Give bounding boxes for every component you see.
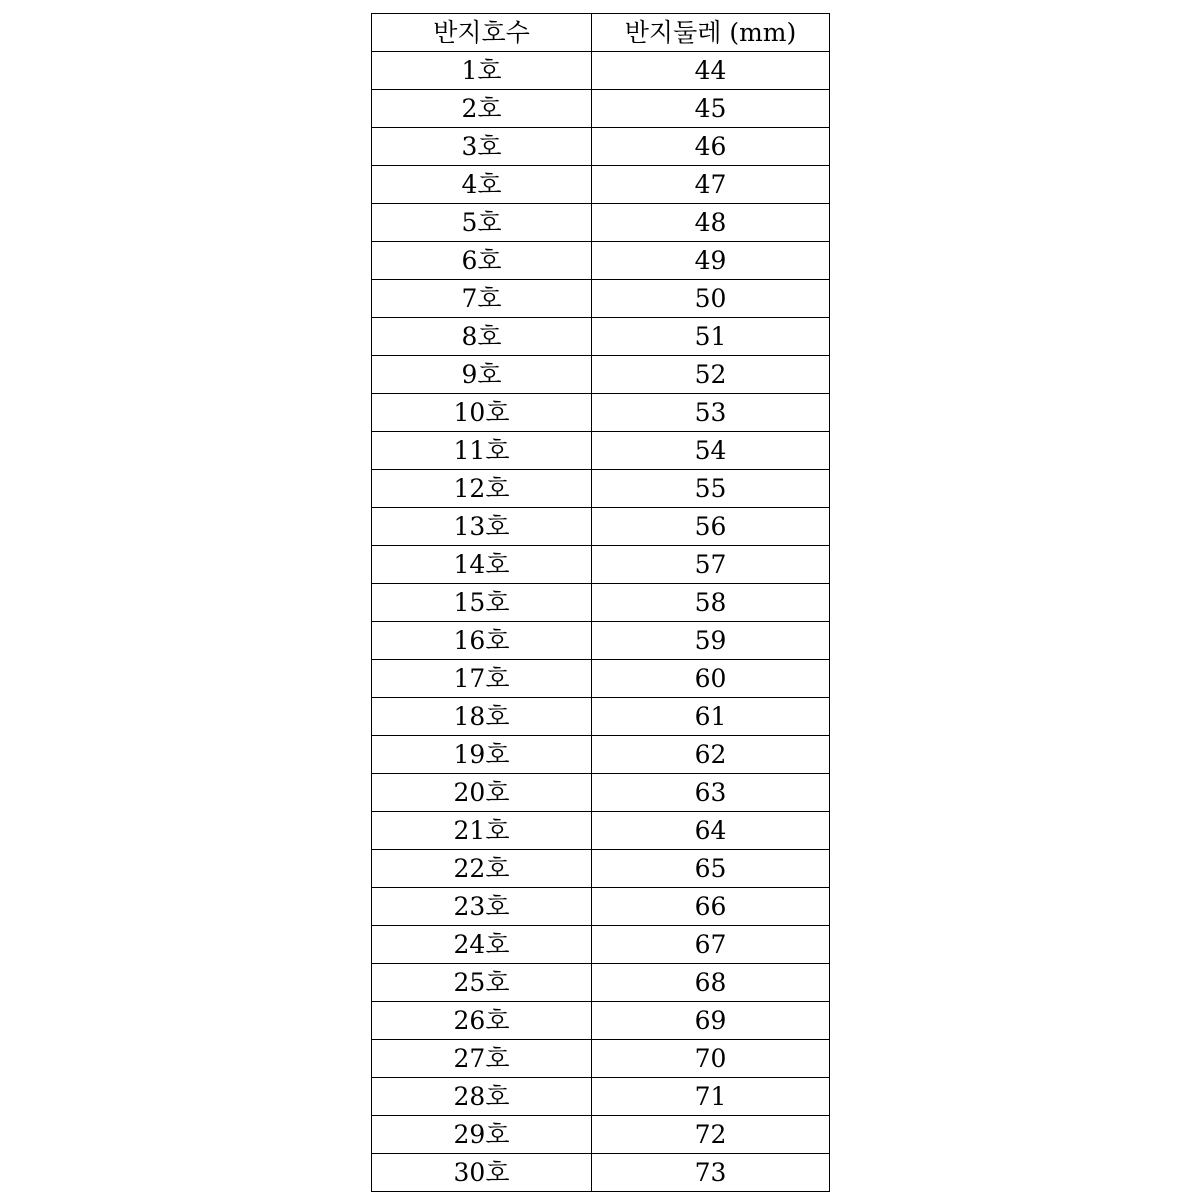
ring-size-cell: 21호: [372, 812, 592, 850]
circumference-cell: 66: [592, 888, 830, 926]
table-row: [372, 166, 830, 204]
circumference-cell: 46: [592, 128, 830, 166]
circumference-cell: 69: [592, 1002, 830, 1040]
table-row: [372, 52, 830, 90]
table-row: [372, 774, 830, 812]
circumference-cell: 44: [592, 52, 830, 90]
circumference-cell: 68: [592, 964, 830, 1002]
ring-size-cell: 10호: [372, 394, 592, 432]
table-row: [372, 1002, 830, 1040]
table-row: [372, 850, 830, 888]
table-row: [372, 394, 830, 432]
ring-size-cell: 4호: [372, 166, 592, 204]
circumference-cell: 48: [592, 204, 830, 242]
table-row: [372, 584, 830, 622]
header-ring-size: 반지호수: [372, 14, 592, 52]
table-row: [372, 318, 830, 356]
circumference-cell: 67: [592, 926, 830, 964]
ring-size-cell: 27호: [372, 1040, 592, 1078]
ring-size-cell: 16호: [372, 622, 592, 660]
table-row: [372, 508, 830, 546]
ring-size-cell: 28호: [372, 1078, 592, 1116]
table-body: [372, 52, 830, 1192]
circumference-cell: 63: [592, 774, 830, 812]
table-row: [372, 812, 830, 850]
circumference-cell: 70: [592, 1040, 830, 1078]
ring-size-cell: 7호: [372, 280, 592, 318]
circumference-cell: 47: [592, 166, 830, 204]
table-row: [372, 660, 830, 698]
ring-size-cell: 8호: [372, 318, 592, 356]
circumference-cell: 52: [592, 356, 830, 394]
circumference-cell: 62: [592, 736, 830, 774]
ring-size-cell: 2호: [372, 90, 592, 128]
ring-size-cell: 1호: [372, 52, 592, 90]
table-row: [372, 1154, 830, 1192]
circumference-cell: 72: [592, 1116, 830, 1154]
circumference-cell: 58: [592, 584, 830, 622]
circumference-cell: 59: [592, 622, 830, 660]
circumference-cell: 50: [592, 280, 830, 318]
circumference-cell: 51: [592, 318, 830, 356]
ring-size-cell: 24호: [372, 926, 592, 964]
circumference-cell: 60: [592, 660, 830, 698]
table-row: [372, 1078, 830, 1116]
ring-size-cell: 22호: [372, 850, 592, 888]
table-row: [372, 128, 830, 166]
circumference-cell: 45: [592, 90, 830, 128]
ring-size-cell: 25호: [372, 964, 592, 1002]
table-row: [372, 698, 830, 736]
circumference-cell: 64: [592, 812, 830, 850]
circumference-cell: 61: [592, 698, 830, 736]
ring-size-cell: 9호: [372, 356, 592, 394]
table-row: [372, 432, 830, 470]
table-row: [372, 888, 830, 926]
circumference-cell: 53: [592, 394, 830, 432]
ring-size-cell: 23호: [372, 888, 592, 926]
circumference-cell: 57: [592, 546, 830, 584]
table-row: [372, 1040, 830, 1078]
table-row: [372, 546, 830, 584]
table-row: [372, 736, 830, 774]
ring-size-cell: 20호: [372, 774, 592, 812]
ring-size-table: [371, 13, 830, 1192]
ring-size-cell: 11호: [372, 432, 592, 470]
ring-size-cell: 6호: [372, 242, 592, 280]
header-ring-circumference: 반지둘레 (mm): [592, 14, 830, 52]
circumference-cell: 65: [592, 850, 830, 888]
circumference-cell: 55: [592, 470, 830, 508]
ring-size-cell: 18호: [372, 698, 592, 736]
table-row: [372, 964, 830, 1002]
ring-size-cell: 13호: [372, 508, 592, 546]
table-row: [372, 242, 830, 280]
table-row: [372, 204, 830, 242]
ring-size-cell: 17호: [372, 660, 592, 698]
ring-size-cell: 30호: [372, 1154, 592, 1192]
ring-size-cell: 26호: [372, 1002, 592, 1040]
ring-size-cell: 29호: [372, 1116, 592, 1154]
ring-size-cell: 3호: [372, 128, 592, 166]
ring-size-cell: 19호: [372, 736, 592, 774]
circumference-cell: 73: [592, 1154, 830, 1192]
table-row: [372, 90, 830, 128]
circumference-cell: 49: [592, 242, 830, 280]
ring-size-cell: 12호: [372, 470, 592, 508]
circumference-cell: 71: [592, 1078, 830, 1116]
table-row: [372, 622, 830, 660]
table-row: [372, 926, 830, 964]
table-row: [372, 356, 830, 394]
circumference-cell: 54: [592, 432, 830, 470]
table-header-row: [372, 14, 830, 52]
ring-size-cell: 5호: [372, 204, 592, 242]
table-row: [372, 1116, 830, 1154]
circumference-cell: 56: [592, 508, 830, 546]
ring-size-cell: 15호: [372, 584, 592, 622]
table-row: [372, 470, 830, 508]
ring-size-cell: 14호: [372, 546, 592, 584]
table-row: [372, 280, 830, 318]
